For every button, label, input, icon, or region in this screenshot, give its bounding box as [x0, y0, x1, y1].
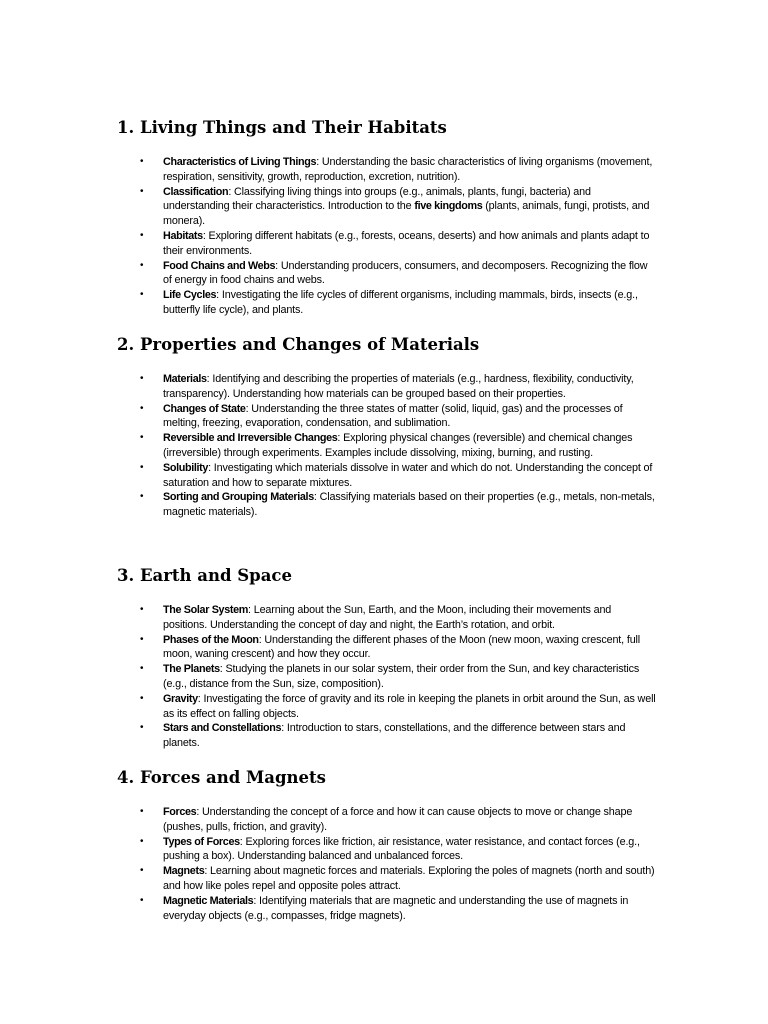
list-item: • Magnets: Learning about magnetic forces and materials. Exploring the poles of magnets (north and south) and how like poles repel and opposite poles attract. [140, 865, 655, 892]
bullet-icon: • [140, 663, 144, 675]
bullet-icon: • [140, 461, 144, 473]
bullet-icon: • [140, 402, 144, 414]
section-materials [117, 335, 657, 519]
list-item: • The Planets: Studying the planets in our solar system, their order from the Sun, and key characteristics (e.g., distance from the Sun, size, composition). [140, 663, 640, 690]
bullet-icon: • [140, 633, 144, 645]
bullet-icon: • [140, 865, 144, 877]
bullet-icon: • [140, 432, 144, 444]
bullet-icon: • [140, 289, 144, 301]
bullet-icon: • [140, 604, 144, 615]
list-item: • Gravity: Investigating the force of gravity and its role in keeping the planets in orbit around the Sun, as well as its effect on falling objects. [140, 692, 656, 720]
bullet-icon: • [140, 806, 144, 817]
section-earth-and-space [117, 566, 657, 750]
bullet-list [140, 372, 657, 520]
bullet-icon: • [140, 156, 144, 167]
list-item: • Phases of the Moon: Understanding the different phases of the Moon (new moon, waxing crescent, full moon, waning crescent) and how they occur. [140, 633, 641, 661]
bullet-icon: • [140, 835, 144, 847]
bullet-icon: • [140, 373, 144, 384]
bullet-list [140, 805, 657, 923]
bullet-list [140, 603, 657, 751]
bullet-icon: • [140, 722, 144, 734]
list-item: • Stars and Constellations: Introduction to stars, constellations, and the difference between stars and planets. [140, 722, 626, 750]
list-item: • Classification: Classifying living things into groups (e.g., animals, plants, fungi, bacteria) and understanding their characteristics. Introduction to the five kingdoms (plants, animals, fungi, protists, and monera). [140, 185, 650, 228]
bullet-icon: • [140, 259, 144, 271]
section-heading: 1. Living Things and Their Habitats [117, 118, 447, 137]
bullet-icon: • [140, 185, 144, 197]
list-item: • Characteristics of Living Things: Understanding the basic characteristics of living organisms (movement, respiration, sensitivity, growth, reproduction, excretion, nutrition). [140, 156, 653, 183]
list-item: • Food Chains and Webs: Understanding producers, consumers, and decomposers. Recognizing the flow of energy in food chains and webs. [140, 259, 648, 287]
list-item: • Materials: Identifying and describing the properties of materials (e.g., hardness, flexibility, conductivity, transparency). Understanding how materials can be grouped based on their properties. [140, 373, 634, 400]
list-item: • The Solar System: Learning about the Sun, Earth, and the Moon, including their movements and positions. Understanding the concept of day and night, the Earth’s rotation, and orbit. [140, 604, 612, 631]
section-heading: 4. Forces and Magnets [117, 768, 326, 787]
list-item: • Life Cycles: Investigating the life cycles of different organisms, including mammals, birds, insects (e.g., butterfly life cycle), and plants. [140, 289, 638, 316]
section-forces-and-magnets [117, 768, 657, 922]
list-item: • Reversible and Irreversible Changes: Exploring physical changes (reversible) and chemical changes (irreversible) through experiments. Examples include dissolving, mixing, burning, and rusting. [140, 432, 633, 459]
bullet-icon: • [140, 692, 144, 704]
bullet-list [140, 155, 657, 318]
list-item: • Magnetic Materials: Identifying materials that are magnetic and understanding the use of magnets in everyday objects (e.g., compasses, fridge magnets). [140, 894, 629, 922]
bullet-icon: • [140, 491, 144, 503]
section-living-things [117, 118, 657, 316]
section-heading: 2. Properties and Changes of Materials [117, 335, 480, 354]
bullet-icon: • [140, 229, 144, 241]
bullet-icon: • [140, 894, 144, 906]
list-item: • Types of Forces: Exploring forces like friction, air resistance, water resistance, and contact forces (e.g., pushing a box). Understanding balanced and unbalanced forces. [140, 835, 640, 863]
list-item: • Habitats: Exploring different habitats (e.g., forests, oceans, deserts) and how animals and plants adapt to their environments. [140, 229, 650, 257]
list-item: • Forces: Understanding the concept of a force and how it can cause objects to move or change shape (pushes, pulls, friction, and gravity). [140, 806, 633, 833]
list-item: • Sorting and Grouping Materials: Classifying materials based on their properties (e.g., metals, non-metals, magnetic materials). [140, 491, 655, 519]
section-heading: 3. Earth and Space [117, 566, 292, 585]
list-item: • Changes of State: Understanding the three states of matter (solid, liquid, gas) and the processes of melting, freezing, evaporation, condensation, and sublimation. [140, 402, 623, 430]
list-item: • Solubility: Investigating which materials dissolve in water and which do not. Understanding the concept of saturation and how to separate mixtures. [140, 461, 653, 489]
